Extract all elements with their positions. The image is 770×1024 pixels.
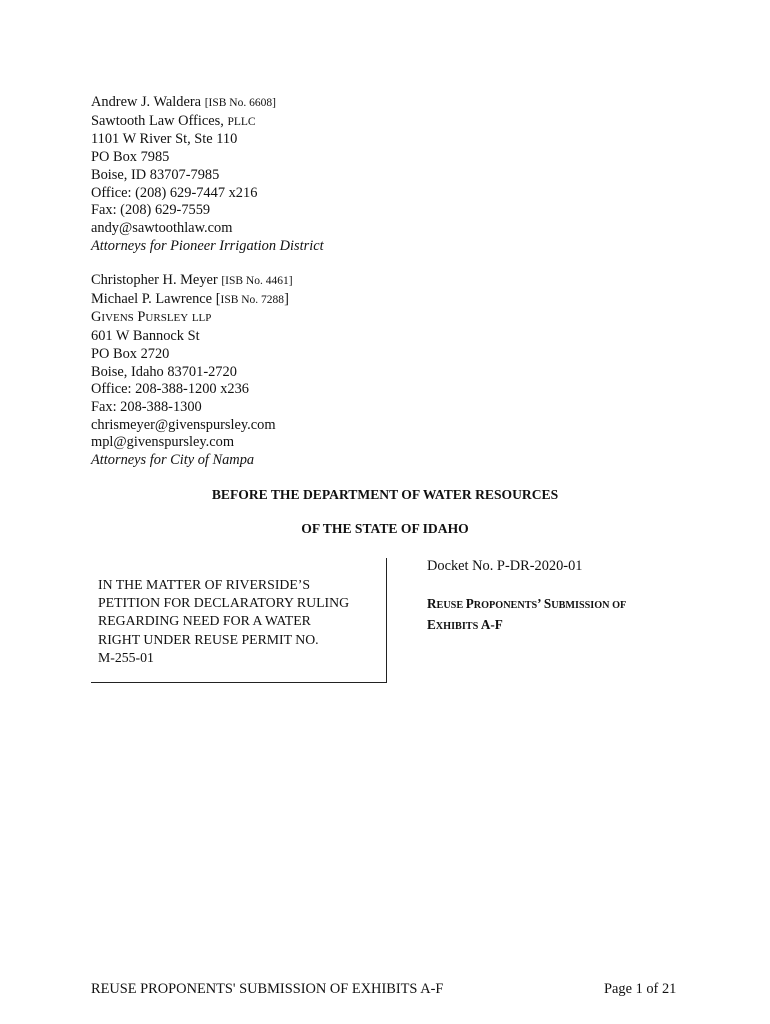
firm-line [91, 309, 293, 328]
bar-number: [ISB No. 6608] [204, 97, 276, 109]
address-line-2: PO Box 2720 [91, 345, 170, 362]
docket-number: Docket No. P-DR-2020-01 [427, 558, 583, 574]
firm-name: Sawtooth Law Offices, [91, 112, 224, 129]
title-fragment: E [427, 616, 436, 632]
document-title-line-2 [427, 616, 626, 637]
title-fragment: ’ [537, 596, 544, 611]
firm-line [91, 113, 324, 132]
footer-document-title: REUSE PROPONENTS' SUBMISSION OF EXHIBITS A-F [91, 981, 444, 997]
title-fragment: XHIBITS [435, 620, 481, 632]
attorney-name: Michael P. Lawrence [91, 290, 213, 307]
title-fragment: S [543, 596, 552, 611]
email-address: mpl@givenspursley.com [91, 434, 235, 451]
firm-smallcaps: URSLEY [145, 312, 189, 325]
attorney-name-line [91, 291, 293, 310]
bar-number: ISB No. 7288 [220, 293, 285, 306]
counsel-block-pioneer [91, 94, 324, 255]
city-line: Boise, Idaho 83701-2720 [91, 363, 237, 380]
firm-initial: P [137, 309, 146, 326]
jurisdiction-heading: OF THE STATE OF IDAHO [301, 521, 469, 536]
attorney-role: Attorneys for City of Nampa [91, 452, 255, 469]
address-line-1: 601 W Bannock St [91, 328, 200, 345]
fax-number: Fax: (208) 629-7559 [91, 202, 211, 219]
title-fragment: EUSE [436, 600, 466, 611]
attorney-name-line [91, 272, 293, 291]
attorney-name: Andrew J. Waldera [91, 94, 202, 110]
bracket: [ [215, 290, 221, 307]
footer-page-number: Page 1 of 21 [604, 981, 677, 997]
document-title-line-1 [427, 595, 626, 616]
bracket: ] [284, 290, 289, 307]
firm-suffix: LLP [191, 312, 212, 325]
office-phone: Office: 208-388-1200 x236 [91, 381, 250, 398]
fax-number: Fax: 208-388-1300 [91, 398, 202, 415]
title-fragment: ROPONENTS [473, 600, 538, 611]
title-fragment: A-F [480, 616, 503, 632]
title-fragment: UBMISSION OF [551, 600, 627, 611]
document-title [427, 595, 626, 636]
firm-initial: G [91, 309, 102, 326]
title-fragment: R [427, 596, 437, 611]
attorney-role: Attorneys for Pioneer Irrigation District [91, 237, 324, 254]
email-address: andy@sawtoothlaw.com [91, 219, 233, 236]
office-phone: Office: (208) 629-7447 x216 [91, 184, 258, 201]
firm-suffix: PLLC [227, 115, 256, 128]
caption-line: M-255-01 [98, 649, 154, 665]
case-caption-box [91, 558, 387, 683]
city-line: Boise, ID 83707-7985 [91, 166, 220, 183]
address-line-2: PO Box 7985 [91, 149, 170, 166]
email-address: chrismeyer@givenspursley.com [91, 416, 276, 433]
caption-line: RIGHT UNDER REUSE PERMIT NO. [98, 631, 319, 647]
caption-line: REGARDING NEED FOR A WATER [98, 613, 311, 629]
counsel-block-nampa [91, 272, 293, 470]
address-line-1: 1101 W River St, Ste 110 [91, 131, 238, 148]
bar-number: [ISB No. 4461] [221, 275, 293, 287]
tribunal-heading: BEFORE THE DEPARTMENT OF WATER RESOURCES [211, 487, 559, 502]
firm-smallcaps: IVENS [101, 312, 134, 325]
case-caption [98, 576, 349, 667]
attorney-name-line [91, 94, 324, 113]
caption-line: IN THE MATTER OF RIVERSIDE’S [98, 577, 311, 592]
caption-line: PETITION FOR DECLARATORY RULING [98, 595, 350, 611]
title-fragment: P [465, 596, 474, 611]
attorney-name: Christopher H. Meyer [91, 272, 218, 288]
